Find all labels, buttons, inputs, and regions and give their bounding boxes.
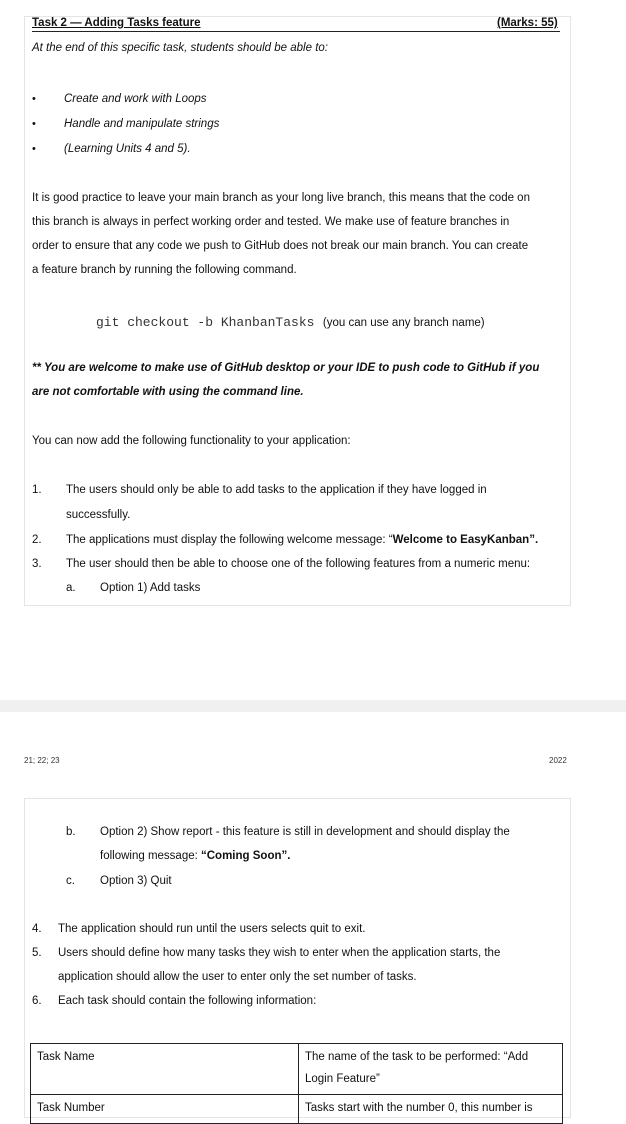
- item-number: 4.: [32, 923, 42, 935]
- bullet-icon: •: [32, 93, 36, 105]
- add-intro: You can now add the following functionality to your application:: [32, 435, 351, 447]
- paragraph-line: this branch is always in perfect working order and tested. We make use of feature branches in: [32, 216, 510, 228]
- item-text-cont: application should allow the user to enter only the set number of tasks.: [58, 971, 417, 983]
- item-number: 5.: [32, 947, 42, 959]
- intro-text: At the end of this specific task, students should be able to:: [32, 42, 328, 54]
- sub-item-text-plain: following message:: [100, 850, 201, 862]
- command-note: (you can use any branch name): [322, 317, 485, 329]
- item-text: The application should run until the users selects quit to exit.: [58, 923, 366, 935]
- item-number: 2.: [32, 534, 42, 546]
- outcome-item: Create and work with Loops: [64, 93, 207, 105]
- document-page-2: [0, 712, 626, 1114]
- item-text: The users should only be able to add tasks to the application if they have logged in: [66, 484, 487, 496]
- page-header-left: 21; 22; 23: [24, 756, 60, 765]
- outcome-item: Handle and manipulate strings: [64, 118, 220, 130]
- table-row: [31, 1044, 563, 1095]
- sub-item-text: Option 3) Quit: [100, 875, 172, 887]
- item-text: [66, 534, 538, 546]
- cell-line: The name of the task to be performed: “Add: [305, 1051, 529, 1063]
- outcome-item: (Learning Units 4 and 5).: [64, 143, 191, 155]
- welcome-message: Welcome to EasyKanban”.: [392, 534, 539, 546]
- command-line: [96, 313, 485, 331]
- coming-soon-message: “Coming Soon”.: [201, 850, 291, 862]
- table-cell-description: [299, 1095, 563, 1124]
- sub-item-text: Option 2) Show report - this feature is still in development and should display the: [100, 826, 510, 838]
- page-header-right: 2022: [549, 756, 567, 765]
- note-line: are not comfortable with using the command line.: [32, 386, 304, 398]
- item-text: Each task should contain the following information:: [58, 995, 317, 1007]
- task-info-table: [30, 1043, 563, 1124]
- page-break: [0, 700, 626, 712]
- item-number: 1.: [32, 484, 42, 496]
- sub-item-text: Option 1) Add tasks: [100, 582, 201, 594]
- item-text-cont: successfully.: [66, 509, 131, 521]
- heading-rule: [32, 31, 560, 32]
- bullet-icon: •: [32, 118, 36, 130]
- table-cell-label: Task Name: [31, 1044, 299, 1095]
- sub-item-letter: c.: [66, 875, 75, 887]
- sub-item-text-cont: [100, 850, 290, 862]
- item-text-plain: The applications must display the following welcome message: “: [66, 534, 393, 546]
- command-code: git checkout -b KhanbanTasks: [96, 315, 315, 330]
- paragraph-line: It is good practice to leave your main branch as your long live branch, this means that the code on: [32, 192, 530, 204]
- item-text: Users should define how many tasks they wish to enter when the application starts, the: [58, 947, 501, 959]
- paragraph-line: a feature branch by running the following command.: [32, 264, 297, 276]
- marks-label: (Marks: 55): [497, 17, 558, 29]
- sub-item-letter: b.: [66, 826, 76, 838]
- cell-line: Tasks start with the number 0, this number is: [305, 1102, 533, 1114]
- item-text: The user should then be able to choose one of the following features from a numeric menu:: [66, 558, 531, 570]
- note-line: ** You are welcome to make use of GitHub desktop or your IDE to push code to GitHub if you: [32, 362, 540, 374]
- paragraph-line: order to ensure that any code we push to GitHub does not break our main branch. You can create: [32, 240, 529, 252]
- task-heading: Task 2 — Adding Tasks feature: [32, 17, 201, 29]
- table-cell-description: [299, 1044, 563, 1095]
- item-number: 6.: [32, 995, 42, 1007]
- item-number: 3.: [32, 558, 42, 570]
- table-cell-label: Task Number: [31, 1095, 299, 1124]
- bullet-icon: •: [32, 143, 36, 155]
- table-row: [31, 1095, 563, 1124]
- sub-item-letter: a.: [66, 582, 76, 594]
- cell-line: Login Feature”: [305, 1073, 380, 1085]
